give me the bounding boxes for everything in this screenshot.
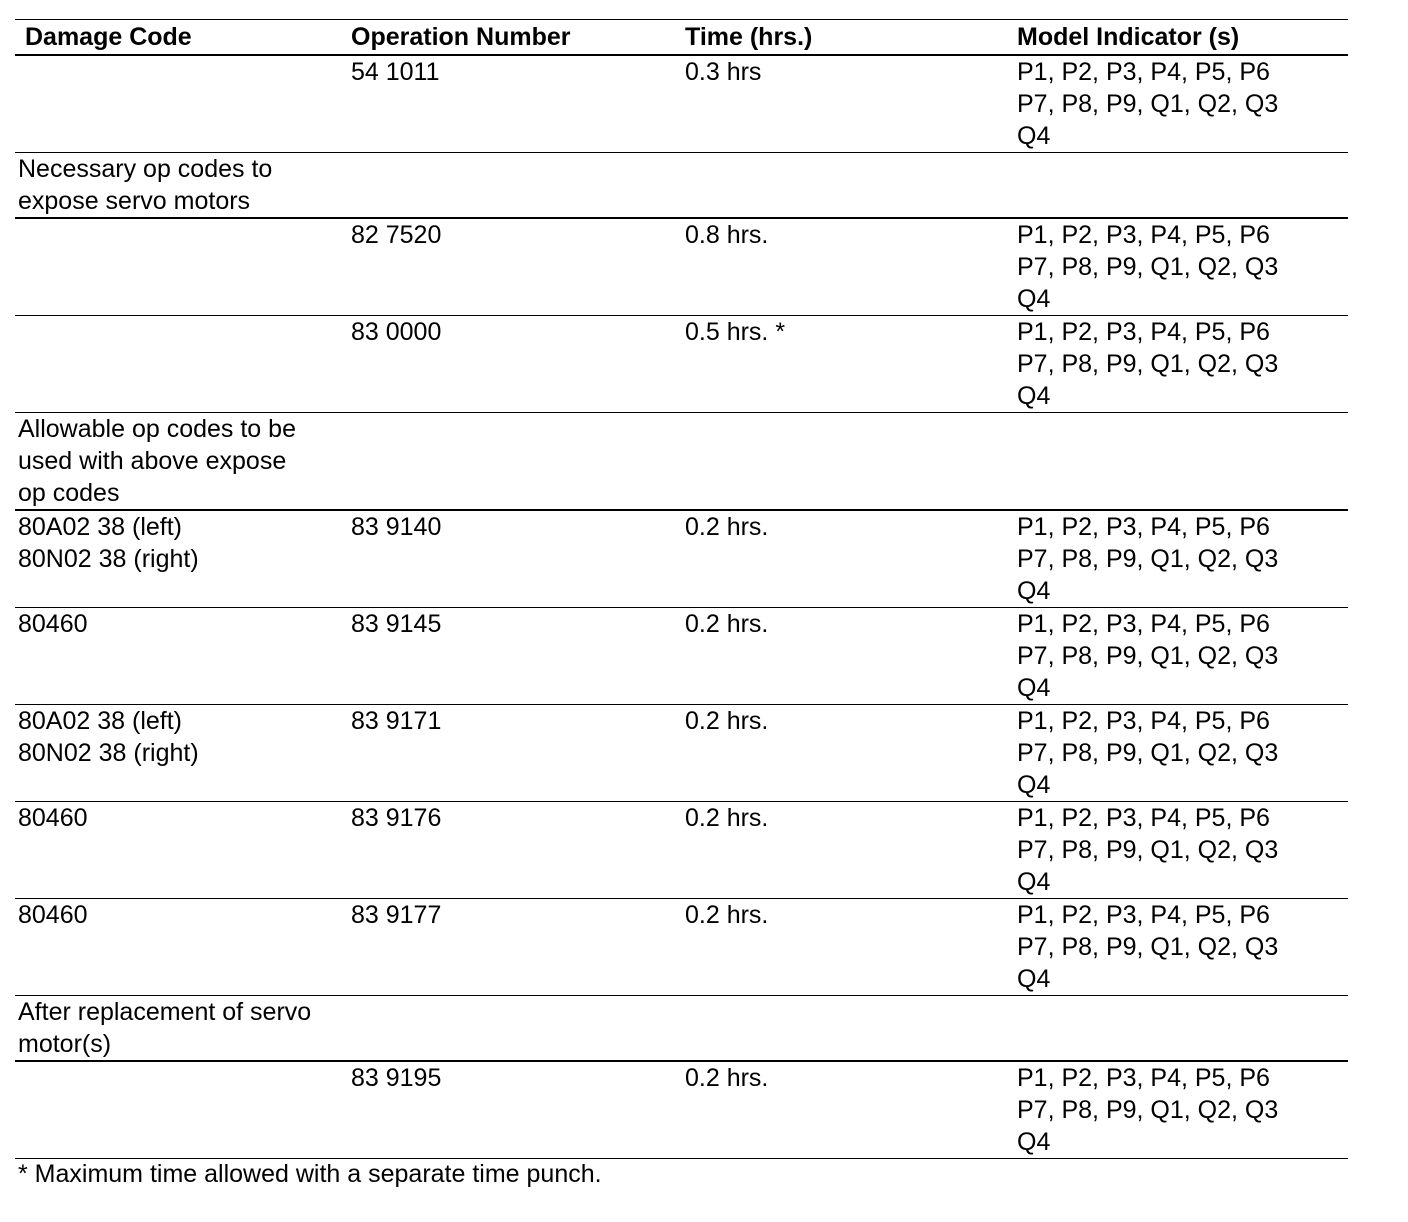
operation-number-cell: 83 9177 [351,901,442,929]
model-indicator-cell [1014,153,1348,217]
operation-number-cell [348,153,682,217]
damage-code-cell [15,1062,348,1158]
header-operation-number: Operation Number [351,23,571,51]
time-cell: 0.3 hrs [685,58,762,86]
section-label-cell: Allowable op codes to be used with above expose op codes [18,415,296,507]
model-indicator-cell: P1, P2, P3, P4, P5, P6 P7, P8, P9, Q1, Q2, Q3 Q4 [1017,221,1279,313]
time-cell: 0.5 hrs. * [685,318,786,346]
table-row [15,219,1348,316]
operation-number-cell: 83 0000 [351,318,442,346]
damage-code-cell: 80A02 38 (left) 80N02 38 (right) [18,513,199,573]
section-label-cell: Necessary op codes to expose servo motors [18,155,273,215]
time-cell [682,996,1014,1060]
header-model-indicator: Model Indicator (s) [1017,23,1240,51]
operation-number-cell: 54 1011 [351,58,440,86]
operation-number-cell: 83 9171 [351,707,442,735]
footnote: * Maximum time allowed with a separate time punch. [18,1160,602,1188]
table-row [15,153,1348,219]
time-cell: 0.2 hrs. [685,804,769,832]
operations-table [15,19,1348,1159]
model-indicator-cell: P1, P2, P3, P4, P5, P6 P7, P8, P9, Q1, Q2, Q3 Q4 [1017,707,1279,799]
model-indicator-cell [1014,996,1348,1060]
table-row [15,996,1348,1062]
damage-code-cell: 80460 [18,804,88,832]
damage-code-cell: 80460 [18,901,88,929]
time-cell [682,153,1014,217]
operation-number-cell [348,413,682,509]
operation-number-cell [348,996,682,1060]
operation-number-cell: 83 9145 [351,610,442,638]
table-row [15,1062,1348,1159]
damage-code-cell [15,219,348,315]
section-label-cell: After replacement of servo motor(s) [18,998,312,1058]
table-row [15,511,1348,608]
table-row [15,608,1348,705]
table-row [15,899,1348,996]
operation-number-cell: 83 9195 [351,1064,442,1092]
table-row [15,413,1348,511]
model-indicator-cell: P1, P2, P3, P4, P5, P6 P7, P8, P9, Q1, Q2, Q3 Q4 [1017,804,1279,896]
model-indicator-cell: P1, P2, P3, P4, P5, P6 P7, P8, P9, Q1, Q2, Q3 Q4 [1017,1064,1279,1156]
table-row [15,56,1348,153]
damage-code-cell: 80460 [18,610,88,638]
model-indicator-cell: P1, P2, P3, P4, P5, P6 P7, P8, P9, Q1, Q2, Q3 Q4 [1017,513,1279,605]
time-cell: 0.2 hrs. [685,707,769,735]
time-cell [682,413,1014,509]
model-indicator-cell: P1, P2, P3, P4, P5, P6 P7, P8, P9, Q1, Q2, Q3 Q4 [1017,318,1279,410]
model-indicator-cell: P1, P2, P3, P4, P5, P6 P7, P8, P9, Q1, Q2, Q3 Q4 [1017,58,1279,150]
damage-code-cell [15,56,348,152]
time-cell: 0.2 hrs. [685,1064,769,1092]
operation-number-cell: 83 9140 [351,513,442,541]
model-indicator-cell: P1, P2, P3, P4, P5, P6 P7, P8, P9, Q1, Q2, Q3 Q4 [1017,901,1279,993]
table-row [15,705,1348,802]
model-indicator-cell: P1, P2, P3, P4, P5, P6 P7, P8, P9, Q1, Q2, Q3 Q4 [1017,610,1279,702]
header-damage-code: Damage Code [25,23,192,51]
time-cell: 0.2 hrs. [685,901,769,929]
operation-number-cell: 82 7520 [351,221,442,249]
time-cell: 0.8 hrs. [685,221,769,249]
table-header-row [15,20,1348,56]
table-row [15,802,1348,899]
operation-number-cell: 83 9176 [351,804,442,832]
model-indicator-cell [1014,413,1348,509]
header-time: Time (hrs.) [685,23,813,51]
table-row [15,316,1348,413]
time-cell: 0.2 hrs. [685,610,769,638]
time-cell: 0.2 hrs. [685,513,769,541]
damage-code-cell [15,316,348,412]
damage-code-cell: 80A02 38 (left) 80N02 38 (right) [18,707,199,767]
